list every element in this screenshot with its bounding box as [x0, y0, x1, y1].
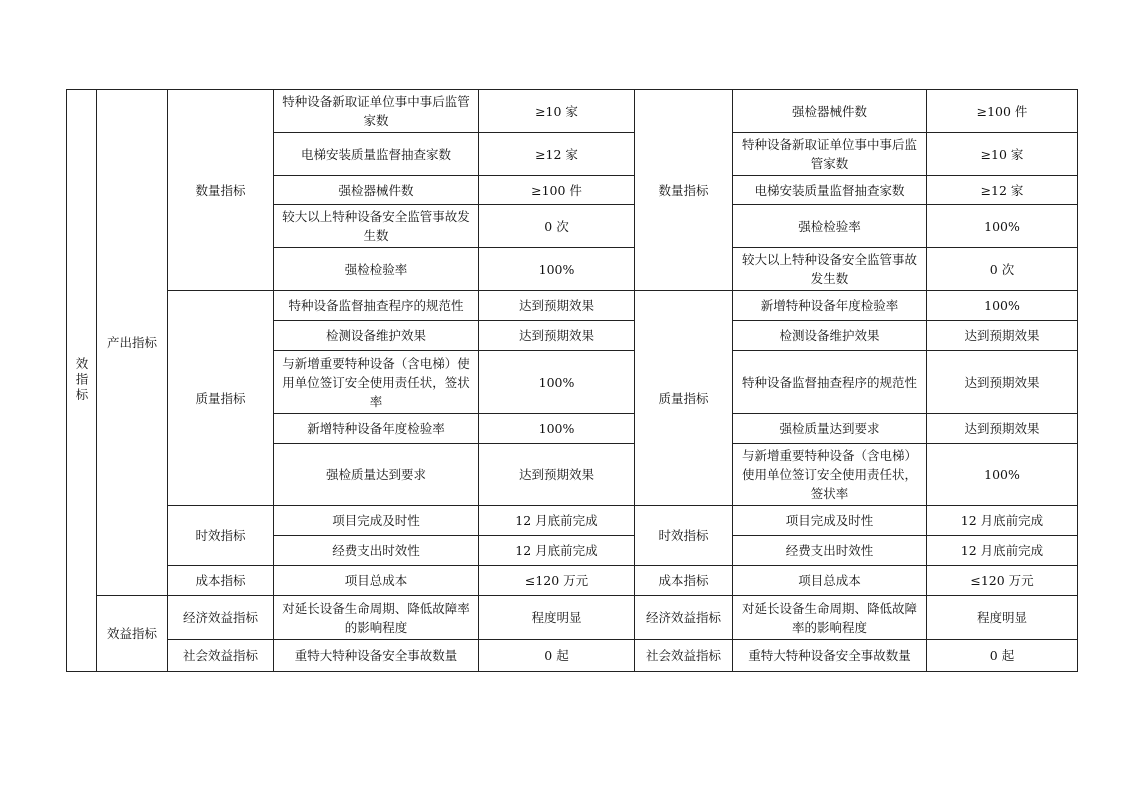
indicator-item: 新增特种设备年度检验率 — [274, 414, 479, 444]
table-row — [67, 596, 1078, 640]
indicator-value: 12 月底前完成 — [479, 506, 635, 536]
indicator-value: ≥12 家 — [479, 133, 635, 176]
indicator-item: 电梯安装质量监督抽查家数 — [733, 176, 927, 205]
indicator-value: ≥100 件 — [479, 176, 635, 205]
timeliness-indicator-right: 时效指标 — [635, 506, 733, 566]
table-row — [67, 90, 1078, 133]
indicator-value: 100% — [927, 205, 1078, 248]
indicator-item: 检测设备维护效果 — [274, 321, 479, 351]
indicator-value: 100% — [927, 291, 1078, 321]
benefit-indicator-cell: 效益指标 — [97, 596, 168, 672]
indicator-value: 达到预期效果 — [927, 414, 1078, 444]
indicator-value: 12 月底前完成 — [927, 506, 1078, 536]
indicator-item: 重特大特种设备安全事故数量 — [274, 640, 479, 672]
indicator-value: ≥10 家 — [927, 133, 1078, 176]
output-indicator-cell: 产出指标 — [97, 90, 168, 596]
table-row — [67, 506, 1078, 536]
performance-indicator-table — [66, 89, 1078, 672]
indicator-value: 达到预期效果 — [479, 291, 635, 321]
indicator-value: 0 次 — [927, 248, 1078, 291]
indicator-item: 重特大特种设备安全事故数量 — [733, 640, 927, 672]
indicator-item: 强检质量达到要求 — [733, 414, 927, 444]
indicator-item: 对延长设备生命周期、降低故障率的影响程度 — [733, 596, 927, 640]
indicator-item: 强检检验率 — [733, 205, 927, 248]
indicator-item: 经费支出时效性 — [274, 536, 479, 566]
indicator-item: 特种设备新取证单位事中事后监管家数 — [274, 90, 479, 133]
indicator-item: 新增特种设备年度检验率 — [733, 291, 927, 321]
quantity-indicator-right: 数量指标 — [635, 90, 733, 291]
indicator-value: ≥100 件 — [927, 90, 1078, 133]
indicator-value: 0 次 — [479, 205, 635, 248]
indicator-item: 特种设备监督抽查程序的规范性 — [274, 291, 479, 321]
indicator-item: 项目总成本 — [733, 566, 927, 596]
table-row — [67, 566, 1078, 596]
indicator-value: 程度明显 — [479, 596, 635, 640]
indicator-value: 100% — [479, 414, 635, 444]
cost-indicator-left: 成本指标 — [168, 566, 274, 596]
level1-indicator-cell: 效指标 — [67, 90, 97, 672]
indicator-value: 达到预期效果 — [927, 321, 1078, 351]
indicator-item: 对延长设备生命周期、降低故障率的影响程度 — [274, 596, 479, 640]
indicator-value: ≥10 家 — [479, 90, 635, 133]
indicator-value: 达到预期效果 — [479, 321, 635, 351]
indicator-value: ≤120 万元 — [927, 566, 1078, 596]
indicator-item: 项目完成及时性 — [733, 506, 927, 536]
table-row — [67, 640, 1078, 672]
economic-indicator-left: 经济效益指标 — [168, 596, 274, 640]
indicator-item: 强检器械件数 — [733, 90, 927, 133]
indicator-item: 项目总成本 — [274, 566, 479, 596]
indicator-value: ≥12 家 — [927, 176, 1078, 205]
social-indicator-left: 社会效益指标 — [168, 640, 274, 672]
cost-indicator-right: 成本指标 — [635, 566, 733, 596]
indicator-item: 特种设备监督抽查程序的规范性 — [733, 351, 927, 414]
indicator-item: 电梯安装质量监督抽查家数 — [274, 133, 479, 176]
indicator-item: 强检器械件数 — [274, 176, 479, 205]
indicator-item: 项目完成及时性 — [274, 506, 479, 536]
indicator-item: 强检质量达到要求 — [274, 444, 479, 506]
indicator-value: 程度明显 — [927, 596, 1078, 640]
table-row — [67, 291, 1078, 321]
timeliness-indicator-left: 时效指标 — [168, 506, 274, 566]
indicator-value: 达到预期效果 — [479, 444, 635, 506]
indicator-item: 与新增重要特种设备（含电梯）使用单位签订安全使用责任状，签状率 — [274, 351, 479, 414]
indicator-item: 较大以上特种设备安全监管事故发生数 — [733, 248, 927, 291]
indicator-item: 较大以上特种设备安全监管事故发生数 — [274, 205, 479, 248]
indicator-value: 12 月底前完成 — [927, 536, 1078, 566]
indicator-value: 0 起 — [479, 640, 635, 672]
quantity-indicator-left: 数量指标 — [168, 90, 274, 291]
economic-indicator-right: 经济效益指标 — [635, 596, 733, 640]
indicator-item: 与新增重要特种设备（含电梯）使用单位签订安全使用责任状，签状率 — [733, 444, 927, 506]
indicator-value: 100% — [479, 351, 635, 414]
indicator-value: 达到预期效果 — [927, 351, 1078, 414]
indicator-item: 强检检验率 — [274, 248, 479, 291]
indicator-item: 检测设备维护效果 — [733, 321, 927, 351]
quality-indicator-right: 质量指标 — [635, 291, 733, 506]
indicator-value: 12 月底前完成 — [479, 536, 635, 566]
quality-indicator-left: 质量指标 — [168, 291, 274, 506]
indicator-item: 特种设备新取证单位事中事后监 管家数 — [733, 133, 927, 176]
indicator-value: ≤120 万元 — [479, 566, 635, 596]
indicator-item: 经费支出时效性 — [733, 536, 927, 566]
social-indicator-right: 社会效益指标 — [635, 640, 733, 672]
indicator-value: 100% — [479, 248, 635, 291]
indicator-value: 0 起 — [927, 640, 1078, 672]
indicator-value: 100% — [927, 444, 1078, 506]
